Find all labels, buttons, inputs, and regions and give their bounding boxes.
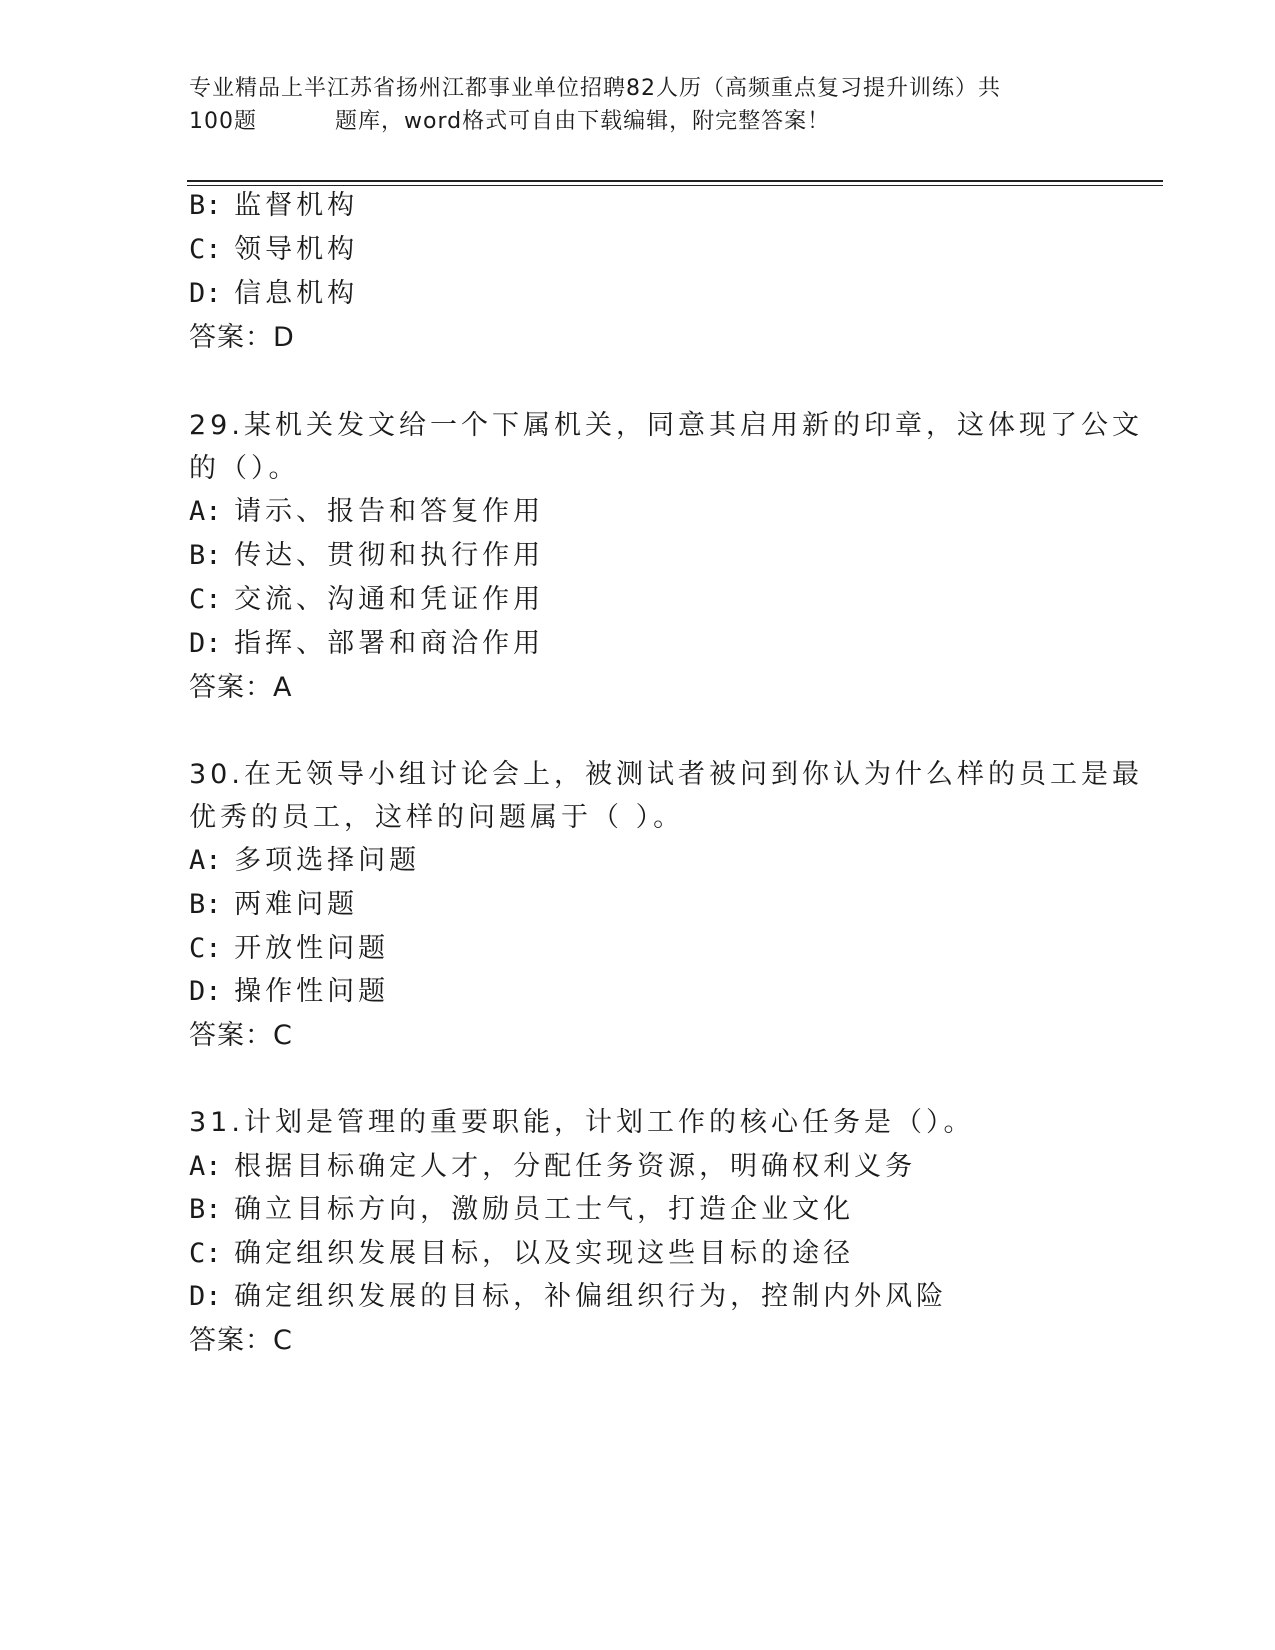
question-29-line-1: 29.某机关发文给一个下属机关，同意其启用新的印章，这体现了公文 bbox=[189, 410, 1143, 441]
option-a: A: 多项选择问题 bbox=[189, 845, 421, 876]
answer: 答案：C bbox=[189, 1325, 293, 1356]
option-b: B: 确立目标方向，激励员工士气，打造企业文化 bbox=[189, 1194, 855, 1225]
option-b: B: 两难问题 bbox=[189, 889, 359, 920]
answer: 答案：D bbox=[189, 322, 295, 353]
header-line-2 bbox=[189, 105, 1089, 138]
option-d: D: 指挥、部署和商洽作用 bbox=[189, 628, 545, 659]
header-line-2-text: 题库，word格式可自由下载编辑，附完整答案！ bbox=[335, 109, 831, 134]
question-29-line-2: 的（）。 bbox=[189, 453, 300, 484]
option-d: D: 信息机构 bbox=[189, 278, 359, 309]
answer: 答案：C bbox=[189, 1020, 293, 1051]
option-c: C: 领导机构 bbox=[189, 234, 359, 265]
header-line-1: 专业精品上半江苏省扬州江都事业单位招聘82人历（高频重点复习提升训练）共 bbox=[189, 76, 1001, 101]
header-divider-thin bbox=[187, 185, 1163, 186]
answer: 答案：A bbox=[189, 672, 293, 703]
option-a: A: 根据目标确定人才，分配任务资源，明确权利义务 bbox=[189, 1151, 917, 1182]
option-d: D: 确定组织发展的目标，补偏组织行为，控制内外风险 bbox=[189, 1281, 948, 1312]
question-31-line-1: 31.计划是管理的重要职能，计划工作的核心任务是（）。 bbox=[189, 1107, 975, 1138]
option-c: C: 交流、沟通和凭证作用 bbox=[189, 584, 545, 615]
option-b: B: 监督机构 bbox=[189, 190, 359, 221]
header-divider-thick bbox=[187, 180, 1163, 182]
option-a: A: 请示、报告和答复作用 bbox=[189, 496, 545, 527]
header-line-2-count: 100题 bbox=[189, 109, 257, 134]
question-30-line-1: 30.在无领导小组讨论会上，被测试者被问到你认为什么样的员工是最 bbox=[189, 759, 1143, 790]
option-d: D: 操作性问题 bbox=[189, 976, 390, 1007]
option-c: C: 确定组织发展目标，以及实现这些目标的途径 bbox=[189, 1238, 855, 1269]
question-30-line-2: 优秀的员工，这样的问题属于（ ）。 bbox=[189, 802, 685, 833]
option-c: C: 开放性问题 bbox=[189, 933, 390, 964]
page-header bbox=[189, 72, 1089, 138]
option-b: B: 传达、贯彻和执行作用 bbox=[189, 540, 545, 571]
